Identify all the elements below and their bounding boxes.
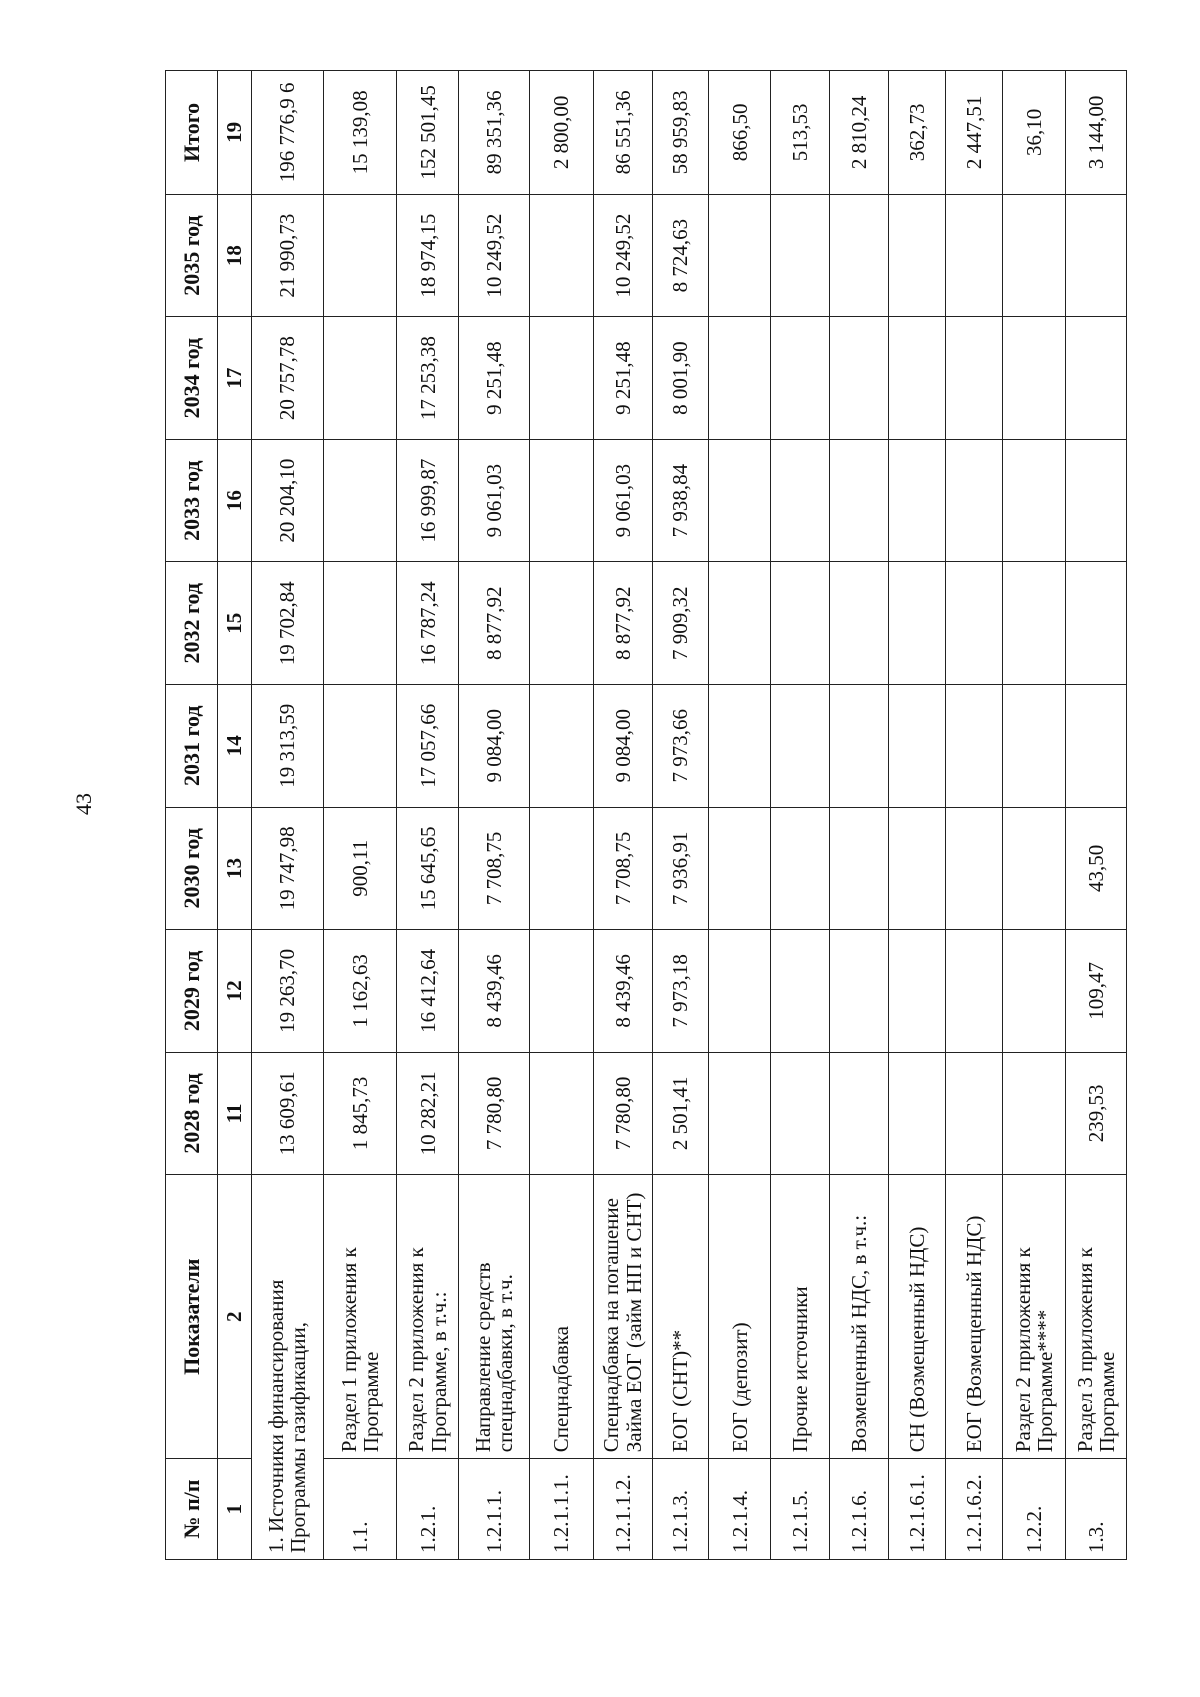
value-cell: 109,47 — [1065, 930, 1126, 1053]
value-cell: 239,53 — [1065, 1052, 1126, 1175]
value-cell — [770, 807, 829, 930]
value-cell: 10 249,52 — [593, 194, 652, 317]
value-cell: 19 702,84 — [252, 562, 324, 685]
column-number-cell: 15 — [218, 562, 252, 685]
row-number: 1.2.1. — [397, 1459, 458, 1560]
value-cell — [829, 439, 888, 562]
row-indicator: Спецнадбавка — [530, 1175, 593, 1459]
header-cell: 2030 год — [166, 807, 218, 930]
value-cell — [323, 194, 397, 317]
value-cell: 16 787,24 — [397, 562, 458, 685]
value-cell — [530, 439, 593, 562]
value-cell: 15 645,65 — [397, 807, 458, 930]
value-cell — [945, 930, 1002, 1053]
header-cell: 2035 год — [166, 194, 218, 317]
value-cell — [888, 562, 945, 685]
row-indicator: Раздел 1 приложения к Программе — [323, 1175, 397, 1459]
value-cell: 9 061,03 — [593, 439, 652, 562]
value-cell — [323, 439, 397, 562]
value-cell — [1065, 684, 1126, 807]
table-row — [458, 71, 530, 1560]
value-cell: 9 251,48 — [458, 317, 530, 440]
value-cell — [1002, 807, 1065, 930]
value-cell: 1 162,63 — [323, 930, 397, 1053]
value-cell: 2 800,00 — [530, 71, 593, 195]
value-cell — [530, 562, 593, 685]
row-indicator: Раздел 2 приложения к Программе**** — [1002, 1175, 1065, 1459]
row-label: 1. Источники финансирования Программы газификации, — [252, 1175, 324, 1560]
value-cell: 43,50 — [1065, 807, 1126, 930]
value-cell — [770, 1052, 829, 1175]
value-cell — [829, 807, 888, 930]
value-cell — [888, 439, 945, 562]
value-cell: 17 057,66 — [397, 684, 458, 807]
value-cell — [530, 684, 593, 807]
value-cell — [945, 1052, 1002, 1175]
column-number-cell: 18 — [218, 194, 252, 317]
value-cell: 9 084,00 — [458, 684, 530, 807]
header-cell: 2033 год — [166, 439, 218, 562]
row-number: 1.2.1.5. — [770, 1459, 829, 1560]
value-cell — [709, 1052, 770, 1175]
value-cell — [709, 194, 770, 317]
value-cell: 9 061,03 — [458, 439, 530, 562]
value-cell: 7 708,75 — [458, 807, 530, 930]
header-cell: 2029 год — [166, 930, 218, 1053]
row-indicator: Спецнадбавка на погашение Займа ЕОГ (займ НП и СНТ) — [593, 1175, 652, 1459]
value-cell: 20 757,78 — [252, 317, 324, 440]
value-cell: 900,11 — [323, 807, 397, 930]
value-cell — [709, 317, 770, 440]
value-cell: 17 253,38 — [397, 317, 458, 440]
value-cell: 16 412,64 — [397, 930, 458, 1053]
row-number: 1.2.1.3. — [652, 1459, 709, 1560]
header-cell: Показатели — [166, 1175, 218, 1459]
row-indicator: Направление средств спецнадбавки, в т.ч. — [458, 1175, 530, 1459]
table-row — [1002, 71, 1065, 1560]
value-cell: 2 810,24 — [829, 71, 888, 195]
row-number: 1.2.1.1.1. — [530, 1459, 593, 1560]
value-cell — [888, 807, 945, 930]
table-row — [945, 71, 1002, 1560]
value-cell: 89 351,36 — [458, 71, 530, 195]
value-cell: 13 609,61 — [252, 1052, 324, 1175]
column-number-cell: 11 — [218, 1052, 252, 1175]
value-cell: 18 974,15 — [397, 194, 458, 317]
value-cell — [1002, 194, 1065, 317]
value-cell: 36,10 — [1002, 71, 1065, 195]
table-row — [530, 71, 593, 1560]
value-cell — [323, 684, 397, 807]
value-cell: 8 001,90 — [652, 317, 709, 440]
value-cell — [888, 1052, 945, 1175]
value-cell — [1002, 684, 1065, 807]
value-cell — [1065, 194, 1126, 317]
column-number-cell: 17 — [218, 317, 252, 440]
value-cell — [770, 194, 829, 317]
value-cell: 7 708,75 — [593, 807, 652, 930]
header-row — [166, 71, 218, 1560]
row-indicator: Прочие источники — [770, 1175, 829, 1459]
value-cell — [530, 317, 593, 440]
value-cell — [888, 930, 945, 1053]
column-number-cell: 19 — [218, 71, 252, 195]
value-cell — [829, 1052, 888, 1175]
table-row — [397, 71, 458, 1560]
row-number: 1.2.1.6. — [829, 1459, 888, 1560]
value-cell: 8 724,63 — [652, 194, 709, 317]
value-cell: 19 263,70 — [252, 930, 324, 1053]
value-cell — [829, 317, 888, 440]
value-cell: 2 447,51 — [945, 71, 1002, 195]
table-row — [829, 71, 888, 1560]
value-cell: 19 747,98 — [252, 807, 324, 930]
value-cell — [829, 684, 888, 807]
header-cell: 2028 год — [166, 1052, 218, 1175]
value-cell — [1065, 562, 1126, 685]
value-cell: 86 551,36 — [593, 71, 652, 195]
row-number: 1.2.1.1. — [458, 1459, 530, 1560]
value-cell: 7 936,91 — [652, 807, 709, 930]
column-number-cell: 14 — [218, 684, 252, 807]
value-cell — [530, 930, 593, 1053]
table-row — [1065, 71, 1126, 1560]
value-cell — [945, 194, 1002, 317]
value-cell — [945, 684, 1002, 807]
header-cell: 2032 год — [166, 562, 218, 685]
value-cell — [945, 562, 1002, 685]
value-cell: 20 204,10 — [252, 439, 324, 562]
value-cell — [530, 1052, 593, 1175]
value-cell — [709, 439, 770, 562]
value-cell: 7 973,66 — [652, 684, 709, 807]
value-cell: 7 938,84 — [652, 439, 709, 562]
value-cell: 8 439,46 — [593, 930, 652, 1053]
value-cell — [709, 807, 770, 930]
value-cell: 513,53 — [770, 71, 829, 195]
value-cell — [323, 317, 397, 440]
value-cell — [530, 194, 593, 317]
header-cell: 2034 год — [166, 317, 218, 440]
column-number-cell: 12 — [218, 930, 252, 1053]
value-cell — [829, 930, 888, 1053]
value-cell — [829, 562, 888, 685]
value-cell — [1002, 439, 1065, 562]
column-number-cell: 16 — [218, 439, 252, 562]
table-row — [323, 71, 397, 1560]
row-number: 1.2.2. — [1002, 1459, 1065, 1560]
value-cell — [945, 807, 1002, 930]
row-number: 1.3. — [1065, 1459, 1126, 1560]
page-number: 43 — [71, 793, 96, 815]
value-cell — [888, 684, 945, 807]
table-row — [252, 71, 324, 1560]
value-cell: 8 877,92 — [458, 562, 530, 685]
row-indicator: Раздел 2 приложения к Программе, в т.ч.: — [397, 1175, 458, 1459]
value-cell: 866,50 — [709, 71, 770, 195]
value-cell: 16 999,87 — [397, 439, 458, 562]
column-number-cell: 1 — [218, 1459, 252, 1560]
row-indicator: Возмещенный НДС, в т.ч.: — [829, 1175, 888, 1459]
column-number-cell: 13 — [218, 807, 252, 930]
value-cell: 3 144,00 — [1065, 71, 1126, 195]
value-cell: 21 990,73 — [252, 194, 324, 317]
value-cell — [770, 684, 829, 807]
value-cell — [829, 194, 888, 317]
value-cell — [709, 930, 770, 1053]
value-cell: 8 439,46 — [458, 930, 530, 1053]
value-cell — [945, 439, 1002, 562]
value-cell: 19 313,59 — [252, 684, 324, 807]
row-number: 1.2.1.1.2. — [593, 1459, 652, 1560]
value-cell: 10 282,21 — [397, 1052, 458, 1175]
row-indicator: ЕОГ (СНТ)** — [652, 1175, 709, 1459]
value-cell: 362,73 — [888, 71, 945, 195]
value-cell: 1 845,73 — [323, 1052, 397, 1175]
value-cell — [770, 562, 829, 685]
row-number: 1.1. — [323, 1459, 397, 1560]
value-cell: 7 780,80 — [458, 1052, 530, 1175]
value-cell: 9 084,00 — [593, 684, 652, 807]
value-cell: 58 959,83 — [652, 71, 709, 195]
value-cell: 9 251,48 — [593, 317, 652, 440]
header-cell: Итого — [166, 71, 218, 195]
rotated-table-container — [165, 70, 1127, 1560]
table-row — [652, 71, 709, 1560]
table-row — [770, 71, 829, 1560]
table-row — [709, 71, 770, 1560]
row-indicator: ЕОГ (депозит) — [709, 1175, 770, 1459]
row-number: 1.2.1.4. — [709, 1459, 770, 1560]
value-cell — [888, 194, 945, 317]
value-cell — [770, 930, 829, 1053]
value-cell: 8 877,92 — [593, 562, 652, 685]
value-cell — [1065, 439, 1126, 562]
header-cell: № п/п — [166, 1459, 218, 1560]
row-indicator: ЕОГ (Возмещенный НДС) — [945, 1175, 1002, 1459]
value-cell — [770, 439, 829, 562]
value-cell — [770, 317, 829, 440]
value-cell: 152 501,45 — [397, 71, 458, 195]
value-cell: 10 249,52 — [458, 194, 530, 317]
row-number: 1.2.1.6.2. — [945, 1459, 1002, 1560]
value-cell — [1002, 930, 1065, 1053]
row-number: 1.2.1.6.1. — [888, 1459, 945, 1560]
value-cell: 7 909,32 — [652, 562, 709, 685]
value-cell: 196 776,9 6 — [252, 71, 324, 195]
value-cell — [888, 317, 945, 440]
value-cell: 7 780,80 — [593, 1052, 652, 1175]
value-cell — [1002, 317, 1065, 440]
value-cell — [323, 562, 397, 685]
table-row — [593, 71, 652, 1560]
column-number-cell: 2 — [218, 1175, 252, 1459]
value-cell — [709, 562, 770, 685]
financing-table — [165, 70, 1127, 1560]
value-cell — [709, 684, 770, 807]
value-cell — [945, 317, 1002, 440]
table-row — [888, 71, 945, 1560]
value-cell: 7 973,18 — [652, 930, 709, 1053]
value-cell — [530, 807, 593, 930]
row-indicator: СН (Возмещенный НДС) — [888, 1175, 945, 1459]
value-cell — [1065, 317, 1126, 440]
value-cell — [1002, 562, 1065, 685]
header-cell: 2031 год — [166, 684, 218, 807]
value-cell: 15 139,08 — [323, 71, 397, 195]
column-number-row — [218, 71, 252, 1560]
value-cell: 2 501,41 — [652, 1052, 709, 1175]
row-indicator: Раздел 3 приложения к Программе — [1065, 1175, 1126, 1459]
value-cell — [1002, 1052, 1065, 1175]
